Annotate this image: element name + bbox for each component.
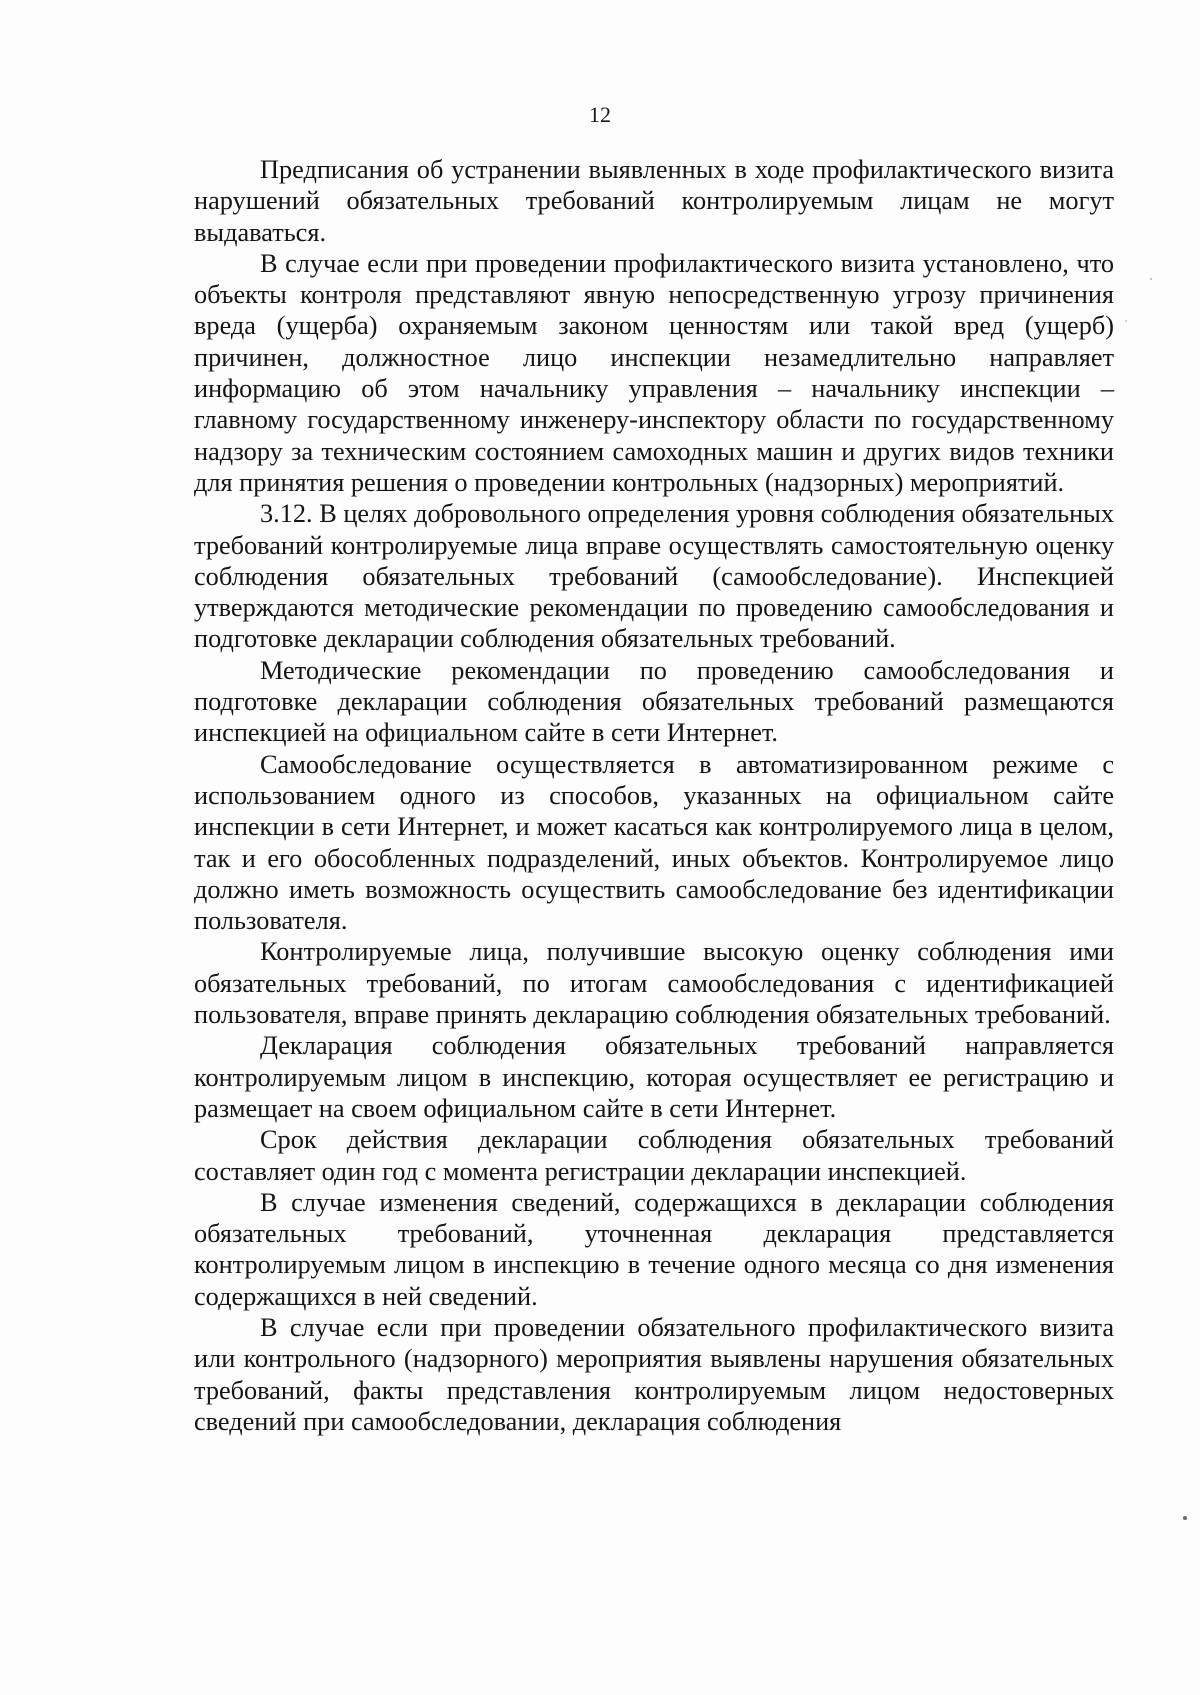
paragraph: Декларация соблюдения обязательных требований направляется контролируемым лицом в инспекцию, которая осуществляет ее регистрацию и размещает на своем официальном сайте в сети Интернет.	[194, 1031, 1114, 1123]
paragraph: Методические рекомендации по проведению самообследования и подготовке декларации соблюдения обязательных требований размещаются инспекцией на официальном сайте в сети Интернет.	[194, 655, 1114, 748]
paragraph: Самообследование осуществляется в автоматизированном режиме с использованием одного из способов, указанных на официальном сайте инспекции в сети Интернет, и может касаться как контролируемого лица в целом, так и его обособленных подразделений, иных объектов. Контролируемое лицо должно иметь возможность осуществить самообследование без идентификации пользователя.	[194, 749, 1114, 936]
paragraph: В случае если при проведении обязательного профилактического визита или контрольного (надзорного) мероприятия выявлены нарушения обязательных требований, факты представления контролируемым лицом недостоверных сведений при самообследовании, декларация соблюдения	[194, 1312, 1114, 1436]
document-body	[194, 154, 1114, 1437]
paragraph: 3.12. В целях добровольного определения уровня соблюдения обязательных требований контролируемые лица вправе осуществлять самостоятельную оценку соблюдения обязательных требований (самообследование). Инспекцией утверждаются методические рекомендации по проведению самообследования и подготовке декларации соблюдения обязательных требований.	[194, 499, 1114, 654]
paragraph: В случае изменения сведений, содержащихся в декларации соблюдения обязательных требований, уточненная декларация представляется контролируемым лицом в инспекцию в течение одного месяца со дня изменения содержащихся в ней сведений.	[194, 1187, 1114, 1311]
paragraph: Срок действия декларации соблюдения обязательных требований составляет один год с момента регистрации декларации инспекцией.	[194, 1125, 1114, 1186]
scan-speck	[1183, 1516, 1187, 1520]
scan-speck	[1125, 320, 1127, 322]
page-number: 12	[589, 102, 611, 127]
paragraph: В случае если при проведении профилактического визита установлено, что объекты контроля представляют явную непосредственную угрозу причинения вреда (ущерба) охраняемым законом ценностям или такой вред (ущерб) причинен, должностное лицо инспекции незамедлительно направляет информацию об этом начальнику управления – начальнику инспекции – главному государственному инженеру-инспектору области по государственному надзору за техническим состоянием самоходных машин и других видов техники для принятия решения о проведении контрольных (надзорных) мероприятий.	[194, 248, 1114, 497]
paragraph: Контролируемые лица, получившие высокую оценку соблюдения ими обязательных требований, по итогам самообследования с идентификацией пользователя, вправе принять декларацию соблюдения обязательных требований.	[194, 937, 1114, 1030]
scan-speck	[1150, 278, 1152, 280]
paragraph: Предписания об устранении выявленных в ходе профилактического визита нарушений обязательных требований контролируемым лицам не могут выдаваться.	[194, 155, 1114, 247]
